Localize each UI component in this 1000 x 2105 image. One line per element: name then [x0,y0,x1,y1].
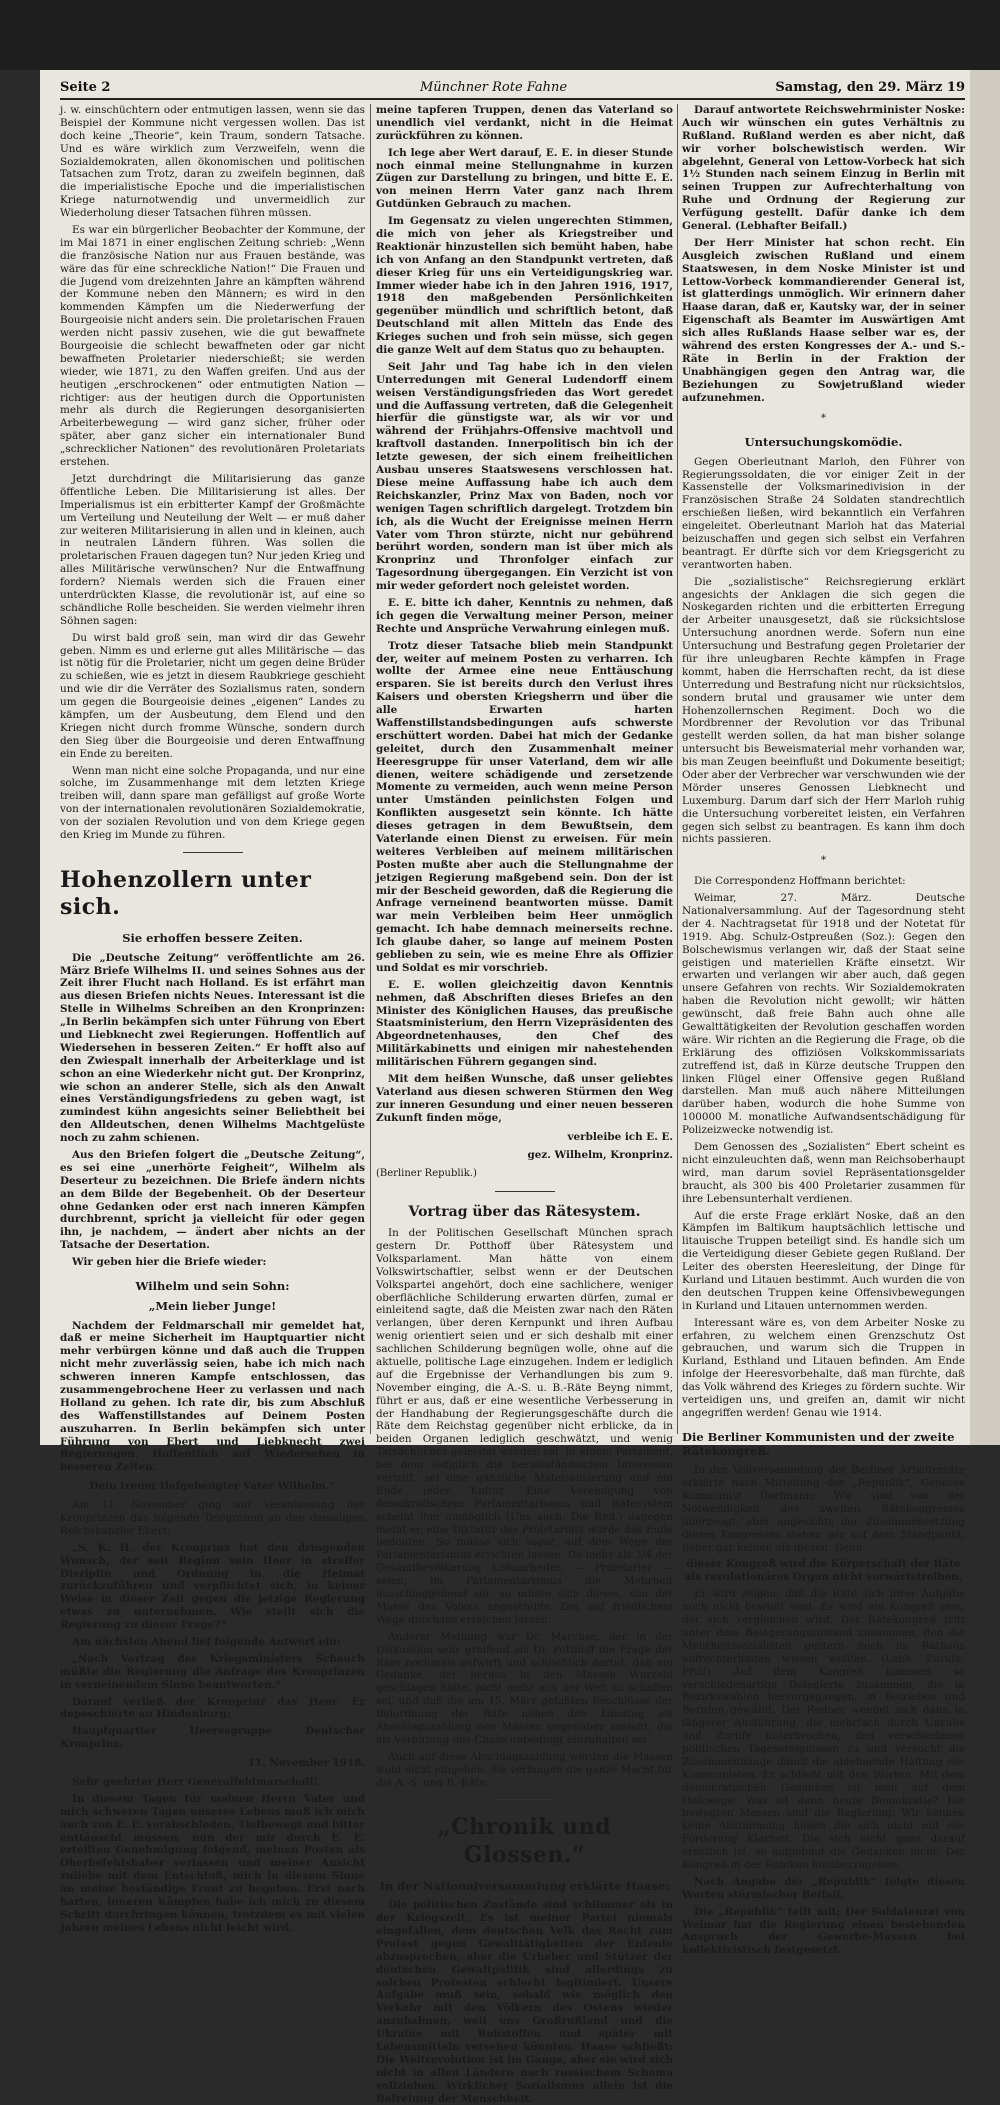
paragraph: Mit dem heißen Wunsche, daß unser geliebtes Vaterland aus diesen schweren Stürmen den Weg zur inneren Gesundung und einer neuen besseren Zukunft finden möge, [376,1073,673,1124]
paragraph: Sehr geehrter Herr Generalfeldmarschall! [72,1776,318,1789]
article-title: Untersuchungskomödie. [744,435,903,450]
paragraph: Nachdem der Feldmarschall mir gemeldet hat, daß er meine Sicherheit im Hauptquartier nicht mehr verbürgen könne und daß auch die Truppen nicht mehr zuverlässig seien, habe ich mich nach schweren inneren Kampfe entschlossen, das zusammengebrochene Heer zu verlassen und nach Holland zu gehen. Ich rate dir, bis zum Abschluß des Waffenstillstandes auf Deinem Posten auszuharren. In Berlin bekämpfen sich unter Führung von Ebert und Liebknecht zwei Regierungen. Hoffentlich auf Wiedersehen in besseren Zeiten. [60,1319,365,1474]
paragraph: Aus den Briefen folgert die „Deutsche Zeitung“, es sei eine „unerhörte Feigheit“, Wilhelm als Deserteur zu bezeichnen. Die Briefe ändern nichts an dem Bilde der Begebenheit. Ob der Deserteur ohne Gedanken oder erst nach inneren Kämpfen durchbrennt, spricht ja vielleicht für oder gegen ihn, je nachdem, — ändert aber nichts an der Tatsache der Desertation. [60,1149,365,1252]
page-header [60,78,965,100]
letter-signature: Dein treuer tiefgebeugter Vater Wilhelm.“ [89,1480,336,1493]
article-title: Die Berliner Kommunisten und der zweite Rätekongreß. [682,1429,955,1458]
divider [495,1191,555,1192]
paragraph: Nach Angabe der „Republik“ folgte diesen Worten stürmischer Beifall. [682,1875,965,1901]
paragraph: Trotz dieser Tatsache blieb mein Standpunkt der, weiter auf meinem Posten zu verharren. Ich wollte der Armee eine neue Enttäuschung ersparen. Sie ist bereits durch den Verlust ihres Kaisers und obersten Kriegsherrn und über die alle Erwarten harten Waffenstillstandsbedingungen aufs schwerste erschüttert worden. Dabei hat mich der Gedanke geleitet, durch den Zusammenhalt meiner Heeresgruppe für unser Vaterland, dem wir alle dienen, weitere schädigende und zersetzende Momente zu vermeiden, auch wenn meine Person unter Umständen peinlichsten Folgen und Konflikten ausgesetzt sein könnte. Ich hätte dieses getragen in dem Bewußtsein, dem Vaterlande einen Dienst zu erweisen. Für mein weiteres Verbleiben auf meinem militärischen Posten mußte aber auch die Stellungnahme der jetzigen Regierung maßgebend sein. Don der ist mir der Bescheid geworden, daß die Regierung die Anfrage verneinend beantworten müsse. Damit war mein Verbleiben beim Heer unmöglich gemacht. Ich habe demnach meinerseits rechne. Ich glaube daher, so lange auf meinem Posten geblieben zu sein, wie es meine Ehre als Offizier und Soldat es mir vorschrieb. [376,639,673,974]
paragraph: Am nächsten Abend lief folgende Antwort ein: [72,1636,341,1649]
column-divider [370,104,371,1434]
column-1 [60,104,365,1934]
article-subtitle: Sie erhoffen bessere Zeiten. [122,931,303,946]
paragraph: „S. K. H. der Kronprinz hat den dringenden Wunsch, der seit Beginn sein Heer in straffer Disziplin und Ordnung in die Heimat zurückzuführen und verpflichtet sich, in keiner Weise in dieser Zeit gegen die jetzige Regierung etwas zu unternehmen. Wie stellt sich die Regierung zu dieser Frage?“ [60,1541,365,1632]
column-3 [682,104,965,1957]
paragraph: Am 11. November ging auf Veranlassung des Kronprinzen das folgende Telegramm an den damaligen Reichskanzler Ebert: [60,1499,365,1537]
paragraph: Die „sozialistische“ Reichsregierung erklärt angesichts der Anklagen die sich gegen die Noskegarden richten und die erbitterten Erregung der Arbeiter unausgesetzt, daß sie rücksichtslose Untersuchung anordnen werde. Sofern nun eine Untersuchung und Bestrafung gegen Proletarier der für ihre unleugbaren Rechte kämpfen in Frage kommt, haben die Herrschaften recht, da ist diese Unterredung und Bestrafung nicht nur rücksichtslos, sondern brutal und grausamer wie unter dem Hohenzollernschen Regiment. Doch wo die Mordbrenner der Revolution vor das Tribunal gestellt werden sollen, da hat man bisher solange untersucht bis Beweismaterial mehr vorhanden war, bis man Zeugen beeinflußt und Dokumente beseitigt; Oder aber der Verbrecher war verschwunden wie der Mörder unseres Genossen Liebknecht und Luxemburg. Darum darf sich der Herr Marloh ruhig die Untersuchung vorbereitet leisten, ein Verfahren gegen sich selbst zu beantragen. Es kann ihm doch nichts passieren. [682,575,965,846]
article-title: „Chronik und Glossen.“ [437,1814,612,1868]
paragraph: Im Gegensatz zu vielen ungerechten Stimmen, die mich von jeher als Kriegstreiber und Reaktionär hinzustellen sich bemüht haben, habe ich von Anfang an den Standpunkt vertreten, daß dieser Krieg für uns ein Verteidigungskrieg war. Immer wieder habe ich in den Jahren 1916, 1917, 1918 den maßgebenden Persönlichkeiten gegenüber mündlich und schriftlich betont, daß Deutschland mit allen Mitteln das Ende des Krieges suchen und froh sein müsse, sich gegen die ganze Welt auf dem Status quo zu behaupten. [376,215,673,357]
paragraph: Hauptquartier Heeresgruppe Deutscher Kronprinz. [60,1725,365,1751]
dateline: 11. November 1918. [247,1757,365,1770]
page-number: Seite 2 [60,80,111,95]
paragraph: Ich lege aber Wert darauf, E. E. in dieser Stunde noch einmal meine Stellungnahme in kurzen Zügen zur Darstellung zu bringen, und bitte E. E. von meinen Herrn Vater ganz nach Ihrem Gutdünken Gebrauch zu machen. [376,146,673,211]
paragraph: Darauf verließ der Kronprinz das Heer. Er depeschierte an Hindenburg: [60,1695,365,1721]
divider [495,1799,555,1800]
paragraph: j. w. einschüchtern oder entmutigen lassen, wenn sie das Beispiel der Kommune nicht vergessen wollen. Das ist doch keine „Theorie“, kein Traum, sondern Tatsache. Und es wäre wirklich zum Verzweifeln, wenn die Sozialdemokraten, allen ökonomischen und politischen Tatsachen zum Trotz, daran zu zweifeln beginnen, daß die imperialistische Epoche und die imperialistischen Kriege naturnotwendig und unvermeidlich zur Wiederholung dieser Tatsachen führen müssen. [60,104,365,220]
column-2 [376,104,673,2105]
paragraph: Interessant wäre es, von dem Arbeiter Noske zu erfahren, zu welchem einen Grenzschutz Ost gebrauchen, und warum sich die Truppen in Kurland, Esthland und Litauen befinden. Am Ende infolge der Heeresvorbehalte, daß man fürchte, daß das Volk während des Krieges zu fördern suchte. Wir verteidigen uns, und greifen an, damit wir nicht angegriffen werden! Genau wie 1914. [682,1316,965,1419]
paragraph: Darauf antwortete Reichswehrminister Noske: Auch wir wünschen ein gutes Verhältnis zu Rußland. Rußland werden es aber nicht, daß wir vorher bolschewistisch werden. Wir abgelehnt, General von Lettow-Vorbeck hat sich 1½ Stunden nach seinem Einzug in Berlin mit seinen Truppen zur Aufrechterhaltung von Ruhe und Ordnung der Regierung zur Verfügung gestellt. Dafür danke ich dem General. (Lebhafter Beifall.) [682,104,965,233]
paragraph: meine tapferen Truppen, denen das Vaterland so unendlich viel verdankt, nicht in die Heimat zurückführen zu können. [376,104,673,142]
paragraph: Die „Republik“ teilt mit: Der Soldatenrat von Weimar hat die Regierung einen bestehenden Anspruch der Gewerbe-Massen bei kollektivistisch festgesetzt. [682,1905,965,1957]
paragraph: Seit Jahr und Tag habe ich in den vielen Unterredungen mit General Ludendorff einem weisen Verständigungsfrieden das Wort geredet und die Auffassung vertreten, daß die Gelegenheit hierfür die günstigste war, als wir vor und während der Frühjahrs-Offensive machtvoll und kraftvoll dastanden. Innerpolitisch bin ich der letzte gewesen, der sich einem freiheitlichen Ausbau unseres Staatswesens verschlossen hat. Diese meine Auffassung habe ich auch dem Reichskanzler, Prinz Max von Baden, noch vor wenigen Tagen schriftlich dargelegt. Trotzdem bin ich, als die Wucht der Ereignisse meinen Herrn Vater vom Thron stürzte, nicht nur gebührend berührt worden, sondern man ist über mich als Kronprinz und Thronfolger einfach zur Tagesordnung übergegangen. Ein Verzicht ist von mir weder gefordert noch geleistet worden. [376,360,673,593]
paragraph: Wir geben hier die Briefe wieder: [72,1256,267,1269]
divider [183,852,243,853]
article-subtitle: In der Nationalversammlung erklärte Haase: [379,1878,670,1893]
letter-heading: Wilhelm und sein Sohn: [135,1279,290,1294]
paragraph: In der Vollversammlung der Berliner Arbeiterräte erklärte nach Mitteilung der „Republik“, Genosse Kommunist Dorfmann: Wir sind von der Notwendigkeit des zweiten Rätekongresses überzeugt, aber angesichts der Zusammensetzung dieses Kongresses stehen wir auf dem Standpunkt, lieber gar keinen als diesen. Denn [682,1464,965,1554]
page-edge [970,70,1000,1445]
paragraph: Der Herr Minister hat schon recht. Ein Ausgleich zwischen Rußland und einem Staatswesen, in dem Noske Minister ist und Lettow-Vorbeck kommandierender General ist, ist glatterdings unmöglich. Wir erinnern daher Haase daran, daß er, Kautsky war, der in seiner Eigenschaft als Beamter im Auswärtigen Amt sich alles Rußlands Haase selber war es, der während des ersten Kongresses der A.- und S.-Räte in Berlin in der Fraktion der Unabhängigen gegen den Antrag war, die Beziehungen zu Sowjetrußland wieder aufzunehmen. [682,236,965,404]
header-rule [60,98,965,100]
paragraph: Du wirst bald groß sein, man wird dir das Gewehr geben. Nimm es und erlerne gut alles Militärische — das ist nötig für die Proletarier, nicht um gegen deine Brüder zu schießen, wie es jetzt in diesem Raubkriege geschieht und wie dir die Verräter des Sozialismus raten, sondern um gegen die Bourgeoisie deines „eigenen“ Landes zu kämpfen, um der Ausbeutung, dem Elend und den Kriegen nicht durch fromme Wünsche, sondern durch den Sieg über die Bourgeoisie und deren Entwaffnung ein Ende zu bereiten. [60,631,365,760]
paragraph: Er wird zeigen, daß die Räte sich ihrer Aufgabe noch nicht bewußt sind. Es wird ein Kongreß sein, der sich vergleichen wird. Der Rätekongreß tritt unter dem Belagerungszustand zusammen, den die Mehrheitssozialisten gestern noch im Rathaus aufrechterhalten wissen wollten. (Lebh. Zurufe: Pfui!) Auf dem Kongreß kommen so verschiedenartige Delegierte zusammen, die in Bezirkswahlen hervorgegangen, in Betrieben und Berufen gewählt. Der Redner wendet sich dann in längerer Ausführung, die mehrfach durch Unruhe und Zurufe unterbrochen, den verschiedenen politischen Tagesereignissen zu und versucht die Zusammenhänge damit die ablehnende Haltung der Kommunisten. Er schließt mit den Worten: Mit dem demokratischen Gedanken ist man auf dem Holzwege. Was ist denn heute Demokratie? Die bewegten Massen sind die Regierung. Wir können keine Abstimmung haben die sich nicht mit der Forderung Klarheit. Die sich nicht ganz darauf ernstlich ist, so aufgebaut die Gedanken nicht: Der Kongreß in der Rubikon hinüberzugehen. [682,1588,965,1871]
source-note: (Berliner Republik.) [376,1168,477,1180]
paragraph: Die Correspondenz Hoffmann berichtet: [694,875,906,888]
highlighted-quote: dieser Kongreß wird die Körperschaft der Räte als revolutionäres Organ nicht vorwärtstreiben. [684,1558,963,1584]
paragraph: Die politischen Zustände sind schlimmer als in der Kriegszeit. Es ist meiner Partei niemals eingefallen, dem deutschen Volk das Recht zum Protest gegen Gewalttätigkeiten der Entente abzusprechen, aber die Urheber und Stützer der deutschen Gewaltpolitik sind allerdings zu solchen Protesten schlecht legitimiert. Unsere Aufgabe muß sein, sobald wie möglich den Verkehr mit den Völkern des Ostens wieder anzubahnen, weil uns Großrußland und die Ukraine mit Rohstoffen und später mit Lebensmitteln versehen könnten. Haase schließt: Die Weltrevolution ist im Gange, aber sie wird sich nicht in allen Ländern nach russischem Schema vollziehen. Wirklicher Sozialismus allein ist die Befreiung der Menschheit. [376,1899,673,2105]
paragraph: E. E. bitte ich daher, Kenntnis zu nehmen, daß ich gegen die Verwaltung meiner Person, meiner Rechte und Ansprüche Verwahrung einlegen muß. [376,596,673,635]
column-divider [677,104,678,1434]
letter-closing: verbleibe ich E. E. [567,1130,673,1143]
issue-date: Samstag, den 29. März 19 [775,80,965,95]
letter-salutation: „Mein lieber Junge! [148,1299,277,1314]
paragraph: E. E. wollen gleichzeitig davon Kenntnis nehmen, daß Abschriften dieses Briefes an den Minister des Königlichen Hauses, das preußische Staatsministerium, den Herrn Vizepräsidenten des Abgeordnetenhauses, den Chef des Militärkabinetts und einigen mir nahestehenden militärischen Führern gegangen sind. [376,978,673,1069]
paper-title: Münchner Rote Fahne [420,80,568,95]
paragraph: Gegen Oberleutnant Marloh, den Führer von Regierungssoldaten, die vor einiger Zeit in der Kassenstelle der Volksmarinedivision in der Französischen Straße 24 Soldaten standrechtlich erschießen ließen, wird bekanntlich ein Verfahren eingeleitet. Oberleutnant Marloh hat das Material beizuschaffen und gegen sich selbst ein Verfahren beantragt. Er dürfte sich vor dem Kriegsgericht zu verantworten haben. [682,455,965,571]
paragraph: In der Politischen Gesellschaft München sprach gestern Dr. Potthoff über Rätesystem und Volksparlament. Man hätte von einem Volkswirtschaftler, selbst wenn er der Deutschen Volkspartei angehört, doch eine sachlichere, weniger oberflächliche Schilderung erwarten dürfen, zumal er einleitend sagte, daß die Meisten zwar nach den Räten verlangen, über deren Kernpunkt und ihren Aufbau wenig orientiert seien und er sich deshalb mit einer sachlichen Schilderung begnügen wolle, ohne auf die aktuelle, politische Lage einzugehen. Indem er lediglich auf die Ergebnisse der Verhandlungen bis zum 9. November einging, die A.-S. u. B.-Räte Beyng nimmt, führt er aus, daß er eine wesentliche Verbesserung in der Handhabung der Regierungsgeschäfte durch die Räte dem Reichstag gegenüber nicht erblicke, da in beiden Organen lediglich geschwätzt, und wenig Tatsächliches geleistet worden sei. In einem Parlament, bei dem lediglich die berufsständischen Interessen vertritt, sei eine gänzliche Materialisierung und ein Ende jeder Kultur. Eine Vereinigung von demokratischem Parlamentarismus und Rätesystem scheint ihm unmöglich (Uns auch. Die Red.) dagegen meint er, eine Diktatur des Proletariats würde das Ende bedeuten. So müsse sich sogar, auf dem Wege des Parlamentarismus errichten lassen. Da mehr als 3/4 der Gesamtbevölkerung Lohnarbeiter, — Proletarier — seien, im Parlamentarismus die Mehrheit ausschlaggebend sei, so müsse sich dieses, von der Masse des Volkes angestrebte Ziel auf friedlichem Wege durchaus erreichen lassen. [376,1227,673,1626]
paragraph: Dem Genossen des „Sozialisten“ Ebert scheint es nicht einzuleuchten daß, wenn man Reichsoberhaupt wird, man darum soviel Repräsentationsgelder braucht, als 300 bis 400 Proletarier zusammen für ihre Lebensunterhalt verdienen. [682,1141,965,1205]
paragraph: Die „Deutsche Zeitung“ veröffentlichte am 26. März Briefe Wilhelms II. und seines Sohnes aus der Zeit ihrer Flucht nach Holland. Es ist erfährt man aus diesen Briefen nichts Neues. Interessant ist die Stelle in Wilhelms Schreiben an den Kronprinzen: „In Berlin bekämpfen sich unter Führung von Ebert und Liebknecht zwei Regierungen. Hoffentlich auf Wiedersehen in besseren Zeiten.“ Er hofft also auf den Zwiespalt innerhalb der Arbeiterklage und ist schon an eine Wiederkehr nicht gut. Der Kronprinz, wie schon an anderer Stelle, sich als den Anwalt eines Verständigungsfriedens zu geben wagt, ist zumindest kühn angesichts seiner Beliebtheit bei den Alldeutschen, denen Wilhelms Machtgelüste noch zu zahm schienen. [60,951,365,1145]
paragraph: Weimar, 27. März. Deutsche Nationalversammlung. Auf der Tagesordnung steht der 4. Nachtragsetat für 1918 und der Notetat für 1919. Abg. Schulz-Ostpreußen (Soz.): Gegen den Bolschewismus verlangen wir, daß der Staat seine geistigen und materiellen Kräfte einsetzt. Wir erwarten und verlangen wir aber auch, daß gegen unsere Gefahren von rechts. Wir Sozialdemokraten haben die Revolution nicht gewollt; wir hätten gewünscht, daß freie Bahn auch ohne alle Gewalttätigkeiten der Revolution geschaffen worden wäre. Wir richten an die Regierung die Frage, ob die Erklärung des offiziösen Volkskommissariats zutreffend ist, daß in Kürze deutsche Truppen den linken Flügel einer Offensive gegen Rußland darstellen. Man muß auch nähere Mitteilungen darüber haben, wodurch die hohe Summe von 100000 M. monatliche Aufwandsentschädigung für Polizeizwecke notwendig ist. [682,892,965,1137]
paragraph: Auf die erste Frage erklärt Noske, daß an den Kämpfen im Baltikum hauptsächlich lettische und litauische Truppen beteiligt sind. Es handle sich um die Verteidigung dieser Gebiete gegen Rußland. Der Leiter des obersten Heeresleitung, der Dinge für Kurland und Litauen bestimmt. Auch wurden die von den deutschen Truppen keine Offensivbewegungen in Kurland und Litauen unternommen werden. [682,1209,965,1312]
paragraph: Wenn man nicht eine solche Propaganda, und nur eine solche, im Zusammenhange mit dem letzten Kriege treiben will, dann spare man gefälligst auf große Worte von der internationalen revolutionären Sozialdemokratie, von der sozialen Revolution und von dem Kriege gegen den Krieg im Munde zu führen. [60,764,365,841]
paragraph: „Nach Vortrag des Kriegsministers Scheuch müßte die Regierung die Anfrage des Kronprinzen in verneinendem Sinne beantworten.“ [60,1652,365,1691]
paragraph: Anderer Meinung war Dr. Marcuse, der in der Diskussion sehr greifend als Dr. Potthoff die Frage der Räte nochmals aufwirft und schließlich dartut, daß ein Gedanke, der heraus in den Massen Wurzeln geschlagen hätte, nicht mehr aus der Welt zu schaffen sei, und daß die am 15. März gefaßten Beschlüsse der Beiordnung der Räte neben den Landtag als Abschlagszahlung den Massen gegenüber ansieht, die als Verhütung des Chaos unbedingt einzuhalten sei. [376,1630,673,1746]
article-title: Hohenzollern unter sich. [60,866,312,921]
paragraph: Auch auf diese Abschlagszahlung werden die Massen wohl nicht eingehen. Sie verlangen die ganze Macht für die A.-S. und B.-Räte. [376,1750,673,1789]
scan-background-top [0,0,1000,70]
paragraph: In diesem Tagen für meinen Herrn Vater und mich schweren Tagen unseres Lebens muß ich mich auch von E. E. verabschieden. Tiefbewegt und bitter enttäuscht müssen, nun der mir durch E. E. erteilten Genehmigung folgend, meinen Posten als Oberbefehlshaber verlassen und meiner Ansicht zuliebe mit dem Entschluß, mich in diesem Sinne an meine beständige Front zu begeben. Erst nach harten, inneren Kämpfen habe ich mich zu diesem Schritt durchringen können, trotzdem es mit vielen Jahren meines Lebens nicht leicht wird. [60,1792,365,1934]
paragraph: Jetzt durchdringt die Militarisierung das ganze öffentliche Leben. Die Militarisierung ist alles. Der Imperialismus ist ein erbitterter Kampf der Großmächte um Verteilung und Neuteilung der Welt — er muß daher zur weiteren Militarisierung in allen und in kleinen, auch in neutralen Ländern führen. Was sollen die proletarischen Frauen dagegen tun? Nur jeden Krieg und alles Militärische verwünschen? Nur die Entwaffnung fordern? Niemals werden sich die Frauen einer unterdrückten Klasse, die revolutionär ist, auf eine so schändliche Rolle bescheiden. Sie werden vielmehr ihren Söhnen sagen: [60,472,365,627]
section-separator: * [820,854,827,867]
letter-signature: gez. Wilhelm, Kronprinz. [527,1149,673,1162]
article-title: Vortrag über das Rätesystem. [408,1203,641,1220]
section-separator: * [820,412,827,425]
paragraph: Es war ein bürgerlicher Beobachter der Kommune, der im Mai 1871 in einer englischen Zeitung schrieb: „Wenn die französische Nation nur aus Frauen bestände, was wäre das für eine schreckliche Nation!“ Die Frauen und die Jugend vom dreizehnten Jahre an kämpften während der Kommune neben den Männern; es wird in den kommenden Kämpfen um die Niederwerfung der Bourgeoisie nicht anders sein. Die proletarischen Frauen werden nicht passiv zusehen, wie die gut bewaffnete Bourgeoisie die schlecht bewaffneten oder gar nicht bewaffneten Proletarier niederschießt; sie werden wieder, wie 1871, zu den Waffen greifen. Und aus der heutigen „erschrockenen“ oder entmutigten Nation — richtiger: aus der heutigen durch die Opportunisten mehr als durch die Regierungen desorganisierten Arbeiterbewegung — wird ganz sicher, früher oder später, aber ganz sicher ein internationaler Bund „schrecklicher Nationen“ des revolutionären Proletariats erstehen. [60,224,365,469]
